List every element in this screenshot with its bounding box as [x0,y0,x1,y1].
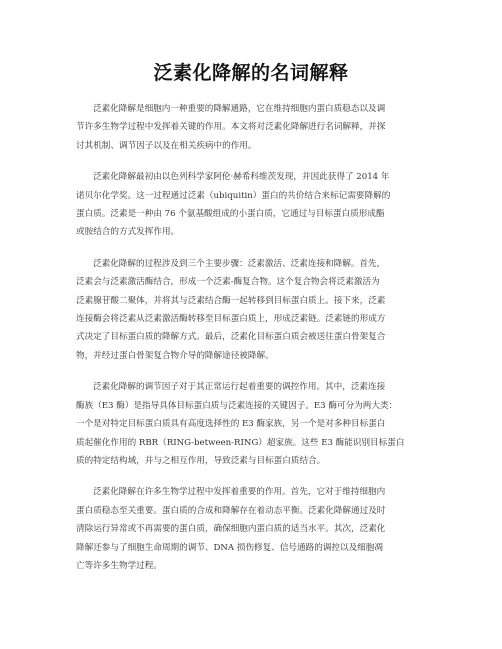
document-body [76,100,430,588]
paragraph-line: 质的特定结构域，并与之相互作用，导致泛素与目标蛋白质结合。 [76,455,326,466]
document-title: 泛素化降解的名词解释 [153,62,349,84]
paragraph-3 [76,255,430,365]
paragraph-line: 泛素会与泛素激活酶结合，形成一个泛素-酶复合物。这个复合物会将泛素激活为 [76,277,380,288]
paragraph-1 [76,100,430,155]
paragraph-line: 酶族（E3 酶）是指导具体目标蛋白质与泛素连接的关键因子。E3 酶可分为两大类： [76,400,398,411]
paragraph-5 [76,483,430,575]
paragraph-line: 蛋白质稳态至关重要。蛋白质的合成和降解存在着动态平衡。泛素化降解通过及时 [76,505,386,516]
paragraph-line: 泛素化降解是细胞内一种重要的降解通路，它在维持细胞内蛋白质稳态以及调 [93,104,386,114]
paragraph-line: 降解还参与了细胞生命周期的调节、DNA 损伤修复、信号通路的调控以及细胞凋 [76,542,383,553]
paragraph-line: 或胺结合的方式发挥作用。 [76,227,180,238]
paragraph-line: 物，并经过蛋白骨架复合物介导的降解途径被降解。 [76,350,274,361]
paragraph-line: 一个是对特定目标蛋白质具有高度选择性的 E3 酶家族，另一个是对多种目标蛋白 [76,419,386,430]
paragraph-line: 式决定了目标蛋白质的降解方式。最后，泛素化目标蛋白质会被送往蛋白骨架复合 [76,332,386,343]
paragraph-line: 泛素腺苷酸二聚体，并将其与泛素结合酶一起转移到目标蛋白质上。接下来，泛素 [76,295,386,306]
paragraph-line: 泛素化降解的调节因子对于其正常运行起着重要的调控作用。其中，泛素连接 [93,382,386,393]
paragraph-2 [76,168,430,242]
paragraph-line: 诺贝尔化学奖。这一过程通过泛素（ubiquitin）蛋白的共价结合来标记需要降解的 [76,190,391,201]
paragraph-line: 泛素化降解在许多生物学过程中发挥着重要的作用。首先，它对于维持细胞内 [93,487,386,498]
paragraph-line: 节许多生物学过程中发挥着关键的作用。本文将对泛素化降解进行名词解释，并探 [76,122,386,133]
paragraph-4 [76,378,430,470]
paragraph-line: 泛素化降解最初由以色列科学家阿伦·赫希科维茨发现，并因此获得了 2014 年 [93,172,390,183]
paragraph-line: 泛素化降解的过程涉及到三个主要步骤：泛素激活、泛素连接和降解。首先， [93,258,386,269]
paragraph-line: 清除运行异常或不再需要的蛋白质，确保细胞内蛋白质的适当水平。其次，泛素化 [76,524,386,535]
paragraph-line: 蛋白质。泛素是一种由 76 个氨基酸组成的小蛋白质，它通过与目标蛋白质形成酯 [76,209,385,220]
paragraph-line: 亡等许多生物学过程。 [76,560,162,571]
paragraph-line: 质起催化作用的 RBR（RING-between-RING）超家族。这些 E3 酶能识别目标蛋白 [76,437,405,448]
paragraph-line: 讨其机制、调节因子以及在相关疾病中的作用。 [76,140,257,151]
paragraph-line: 连接酶会将泛素从泛素激活酶转移至目标蛋白质上，形成泛素链。泛素链的形成方 [76,314,386,325]
